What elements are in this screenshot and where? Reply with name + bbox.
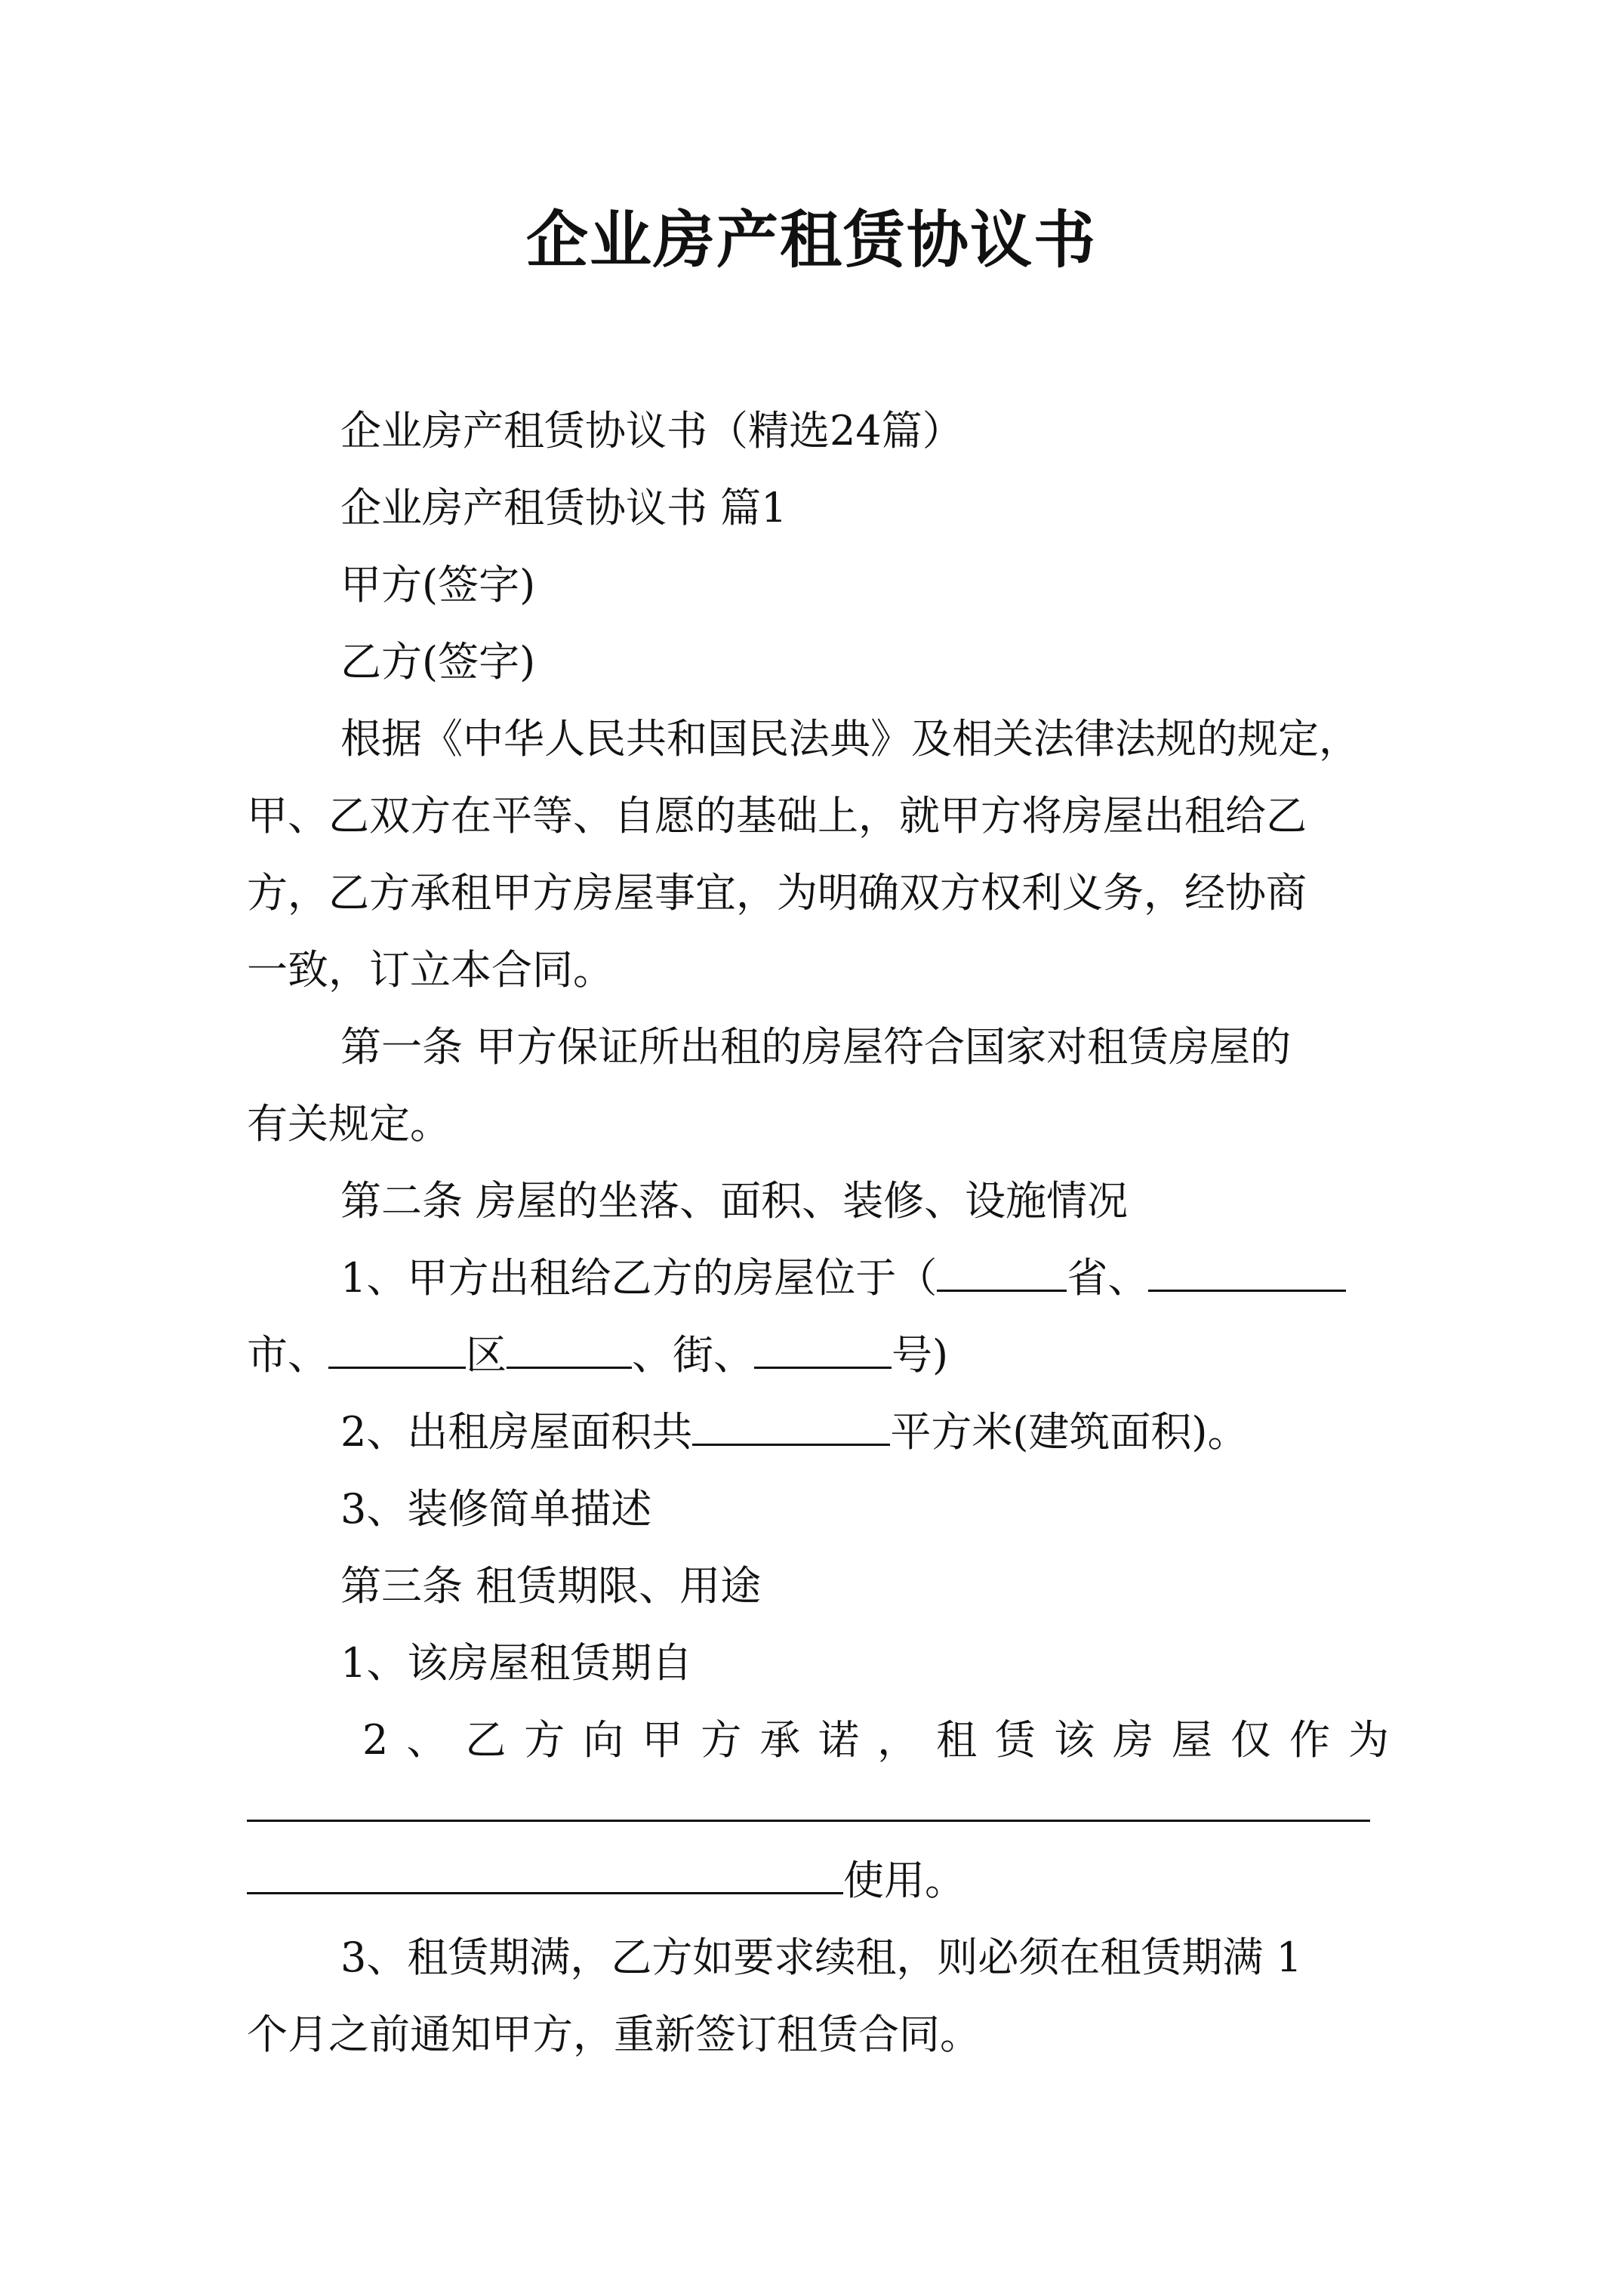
- article2-item2: [340, 1394, 1249, 1471]
- preamble-line: 甲、乙双方在平等、自愿的基础上，就甲方将房屋出租给乙: [247, 792, 1307, 840]
- usage-blank[interactable]: [247, 1845, 843, 1894]
- province-blank[interactable]: [937, 1243, 1067, 1292]
- section-heading: 企业房产租赁协议书 篇1: [340, 484, 787, 532]
- document-title: 企业房产租赁协议书: [525, 204, 1097, 276]
- province-label: 省、: [1067, 1254, 1149, 1302]
- number-blank[interactable]: [754, 1320, 892, 1369]
- street-label: 、街、: [632, 1331, 754, 1379]
- area-suffix: 平方米(建筑面积)。: [890, 1408, 1249, 1456]
- document-subtitle: 企业房产租赁协议书（精选24篇）: [340, 407, 963, 455]
- area-prefix: 2、出租房屋面积共: [340, 1408, 693, 1456]
- article2-heading: 第二条 房屋的坐落、面积、装修、设施情况: [340, 1177, 1129, 1225]
- party-b-signature: 乙方(签字): [340, 638, 536, 686]
- district-label: 区: [466, 1331, 507, 1379]
- item1-prefix: 1、甲方出租给乙方的房屋位于（: [340, 1254, 938, 1302]
- article2-item3: 3、装修简单描述: [340, 1485, 652, 1533]
- article3-item2: 2、乙方向甲方承诺，租赁该房屋仅作为: [362, 1716, 1389, 1764]
- party-a-signature: 甲方(签字): [340, 561, 536, 609]
- city-blank[interactable]: [1148, 1243, 1346, 1292]
- usage-blank-line[interactable]: [247, 1820, 1370, 1822]
- article3-item1: 1、该房屋租赁期自: [340, 1639, 693, 1687]
- article2-item1: [340, 1240, 1346, 1317]
- article3-item2-cont: [247, 1842, 965, 1919]
- article1-line: 有关规定。: [247, 1100, 451, 1148]
- preamble-line: 一致，订立本合同。: [247, 946, 614, 994]
- street-blank[interactable]: [507, 1320, 632, 1369]
- usage-suffix: 使用。: [843, 1857, 965, 1904]
- article3-item3-line: 个月之前通知甲方，重新签订租赁合同。: [247, 2011, 981, 2058]
- article3-heading: 第三条 租赁期限、用途: [340, 1562, 762, 1610]
- preamble-line: 方，乙方承租甲方房屋事宜，为明确双方权利义务，经协商: [247, 869, 1307, 917]
- number-label: 号): [892, 1331, 949, 1379]
- article1-line: 第一条 甲方保证所出租的房屋符合国家对租赁房屋的: [340, 1023, 1292, 1071]
- city-label: 市、: [247, 1331, 328, 1379]
- preamble-line: 根据《中华人民共和国民法典》及相关法律法规的规定，: [340, 715, 1360, 763]
- area-blank[interactable]: [692, 1397, 890, 1446]
- district-blank[interactable]: [328, 1320, 466, 1369]
- article3-item3-line: 3、租赁期满，乙方如要求续租，则必须在租赁期满 1: [340, 1934, 1302, 1981]
- article2-item1-cont: [247, 1317, 948, 1394]
